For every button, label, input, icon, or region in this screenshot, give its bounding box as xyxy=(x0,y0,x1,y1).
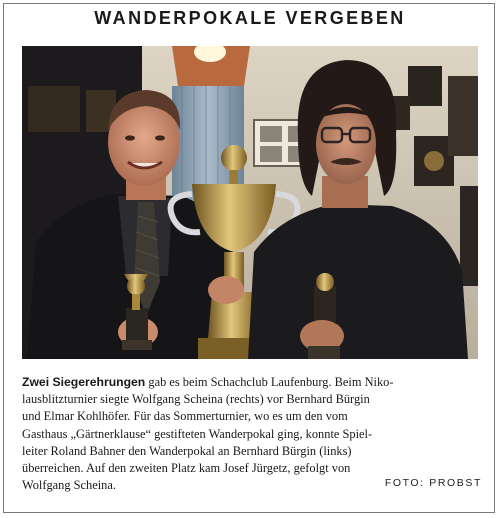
news-photo xyxy=(22,46,478,359)
caption-line: Wolfgang Scheina. xyxy=(22,478,116,493)
article-headline: WANDERPOKALE VERGEBEN xyxy=(94,8,406,28)
small-trophy-left xyxy=(127,277,145,295)
photo-credit: FOTO: PROBST xyxy=(384,477,482,489)
caption-line: und Elmar Kohlhöfer. Für das Sommerturnier, wo es um den vom xyxy=(22,409,348,424)
caption-line: leiter Roland Bahner den Wanderpokal an Bernhard Bürgin (links) xyxy=(22,443,352,458)
caption-line: gab es beim Schachclub Laufenburg. Beim Niko- xyxy=(148,375,394,389)
caption-line: lausblitzturnier siegte Wolfgang Scheina (rechts) vor Bernhard Bürgin xyxy=(22,392,370,407)
caption-line: überreichen. Auf den zweiten Platz kam Josef Jürgetz, gefolgt von xyxy=(22,461,351,476)
photo-illustration xyxy=(22,46,478,359)
caption-line: Gasthaus „Gärtnerklause“ gestifteten Wanderpokal ging, konnte Spiel- xyxy=(22,426,373,441)
small-trophy-right xyxy=(316,273,334,291)
caption-lead: Zwei Siegerehrungen xyxy=(22,375,146,389)
wall-plaque xyxy=(408,66,442,106)
